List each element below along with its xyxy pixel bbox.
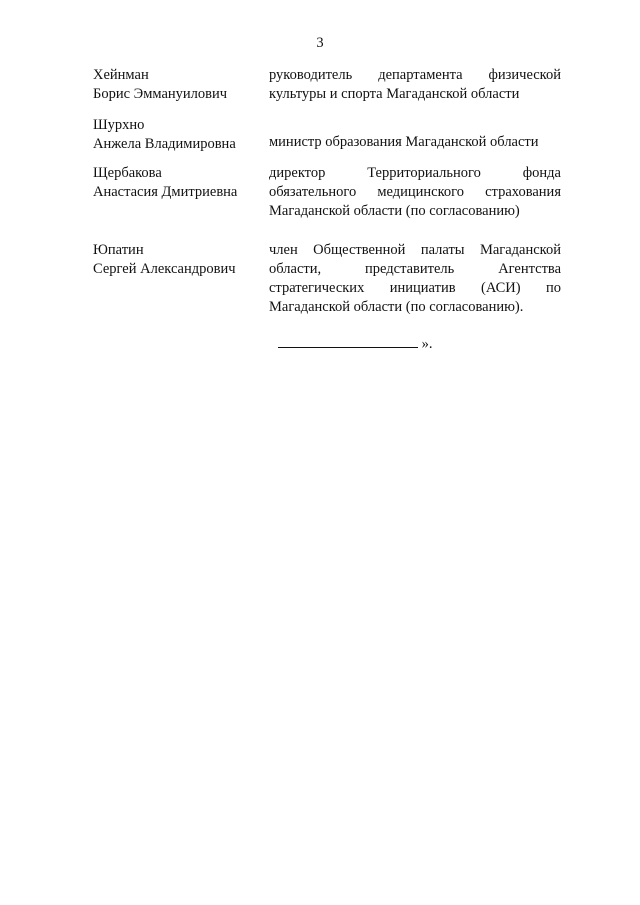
position-line: стратегических инициатив (АСИ) по bbox=[269, 280, 561, 296]
member-position bbox=[269, 164, 561, 221]
member-entry bbox=[93, 164, 561, 221]
position-line: обязательного медицинского страхования bbox=[269, 184, 561, 200]
member-position bbox=[269, 66, 561, 104]
member-name bbox=[93, 66, 269, 104]
commission-member-list bbox=[93, 66, 561, 317]
member-surname: Хейнман bbox=[93, 67, 149, 83]
member-given-names: Борис Эммануилович bbox=[93, 86, 228, 102]
closing-rule bbox=[278, 347, 418, 348]
member-surname: Щербакова bbox=[93, 165, 162, 181]
position-line: Магаданской области (по согласованию). bbox=[269, 299, 524, 315]
member-name bbox=[93, 241, 269, 279]
member-name bbox=[93, 164, 269, 202]
member-entry bbox=[93, 116, 561, 154]
member-position bbox=[269, 241, 561, 317]
member-given-names: Анжела Владимировна bbox=[93, 136, 236, 152]
position-line: области, представитель Агентства bbox=[269, 261, 561, 277]
position-line: директор Территориального фонда bbox=[269, 165, 561, 181]
position-line: министр образования Магаданской области bbox=[269, 134, 539, 150]
member-surname: Юпатин bbox=[93, 242, 144, 258]
member-given-names: Сергей Александрович bbox=[93, 261, 236, 277]
page-number: 3 bbox=[316, 35, 324, 51]
member-entry bbox=[93, 241, 561, 317]
member-given-names: Анастасия Дмитриевна bbox=[93, 184, 238, 200]
position-line: Магаданской области (по согласованию) bbox=[269, 203, 520, 219]
closing-line bbox=[0, 336, 640, 352]
member-position bbox=[269, 116, 561, 152]
closing-quote-mark: ». bbox=[421, 336, 433, 352]
member-name bbox=[93, 116, 269, 154]
position-line: руководитель департамента физической bbox=[269, 67, 561, 83]
position-line: культуры и спорта Магаданской области bbox=[269, 86, 520, 102]
member-entry bbox=[93, 66, 561, 104]
member-surname: Шурхно bbox=[93, 117, 145, 133]
position-line: член Общественной палаты Магаданской bbox=[269, 242, 561, 258]
